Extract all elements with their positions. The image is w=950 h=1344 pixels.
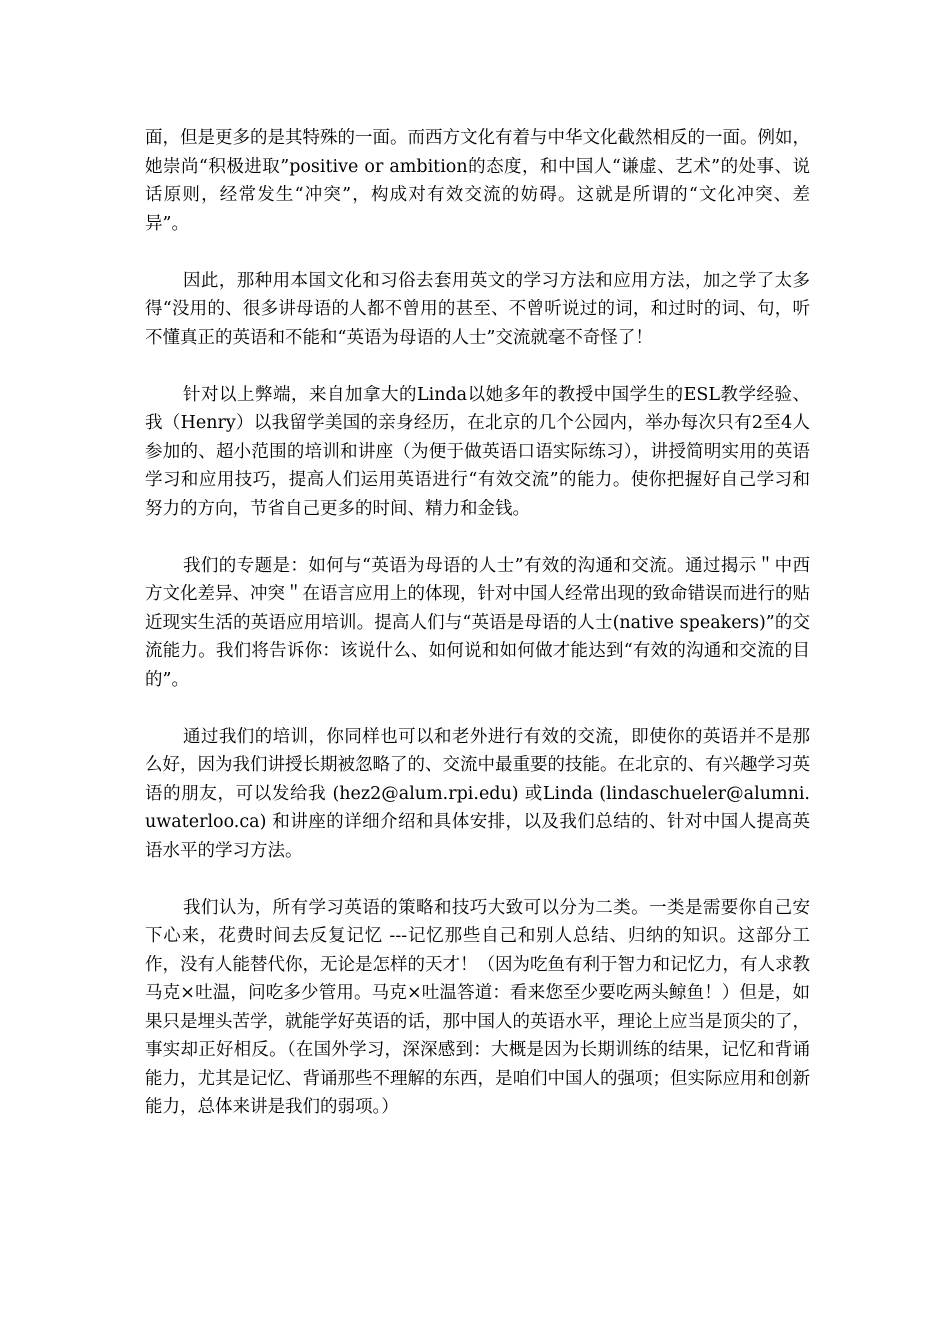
paragraph-learning-methods: 因此，那种用本国文化和习俗去套用英文的学习方法和应用方法，加之学了太多得“没用的、很多讲母语的人都不曾用的甚至、不曾听说过的词，和过时的词、句，听不懂真正的英语和不能和“英语为母语的人士”交流就毫不奇怪了！: [145, 270, 810, 348]
document-body: [145, 124, 810, 1150]
paragraph-strategies: 我们认为，所有学习英语的策略和技巧大致可以分为二类。一类是需要你自己安下心来，花费时间去反复记忆 ---记忆那些自己和别人总结、归纳的知识。这部分工作，没有人能替代你，无论是怎样的天才！（因为吃鱼有利于智力和记忆力，有人求教马克×吐温，问吃多少管用。马克×吐温答道：看来您至少要吃两头鲸鱼！）但是，如果只是埋头苦学，就能学好英语的话，那中国人的英语水平，理论上应当是顶尖的了，事实却正好相反。（在国外学习，深深感到：大概是因为长期训练的结果，记忆和背诵能力，尤其是记忆、背诵那些不理解的东西，是咱们中国人的强项；但实际应用和创新能力，总体来讲是我们的弱项。）: [145, 897, 810, 1117]
paragraph-training-intro: 针对以上弊端，来自加拿大的Linda以她多年的教授中国学生的ESL教学经验、 我（Henry）以我留学美国的亲身经历，在北京的几个公园内，举办每次只有2至4人参加的、超小范围的培训和讲座（为便于做英语口语实际练习），讲授简明实用的英语学习和应用技巧，提高人们运用英语进行“有效交流”的能力。使你把握好自己学习和努力的方向，节省自己更多的时间、精力和金钱。: [145, 384, 810, 519]
paragraph-contact: 通过我们的培训，你同样也可以和老外进行有效的交流，即使你的英语并不是那么好，因为我们讲授长期被忽略了的、交流中最重要的技能。在北京的、有兴趣学习英语的朋友，可以发给我 (hez2@alum.rpi.edu) 或Linda (lindaschueler@alumni.uwaterloo.ca) 和讲座的详细介绍和具体安排，以及我们总结的、针对中国人提高英语水平的学习方法。: [145, 726, 810, 861]
paragraph-cultural-difference: 面，但是更多的是其特殊的一面。而西方文化有着与中华文化截然相反的一面。例如，她崇尚“积极进取”positive or ambition的态度，和中国人“谦虚、艺术”的处事、说话原则，经常发生“冲突”，构成对有效交流的妨碍。这就是所谓的“文化冲突、差异”。: [145, 128, 810, 234]
paragraph-topic: 我们的专题是：如何与“英语为母语的人士”有效的沟通和交流。通过揭示＂中西方文化差异、冲突＂在语言应用上的体现，针对中国人经常出现的致命错误而进行的贴近现实生活的英语应用培训。提高人们与“英语是母语的人士(native speakers)”的交流能力。我们将告诉你：该说什么、如何说和如何做才能达到“有效的沟通和交流的目的”。: [145, 555, 810, 690]
